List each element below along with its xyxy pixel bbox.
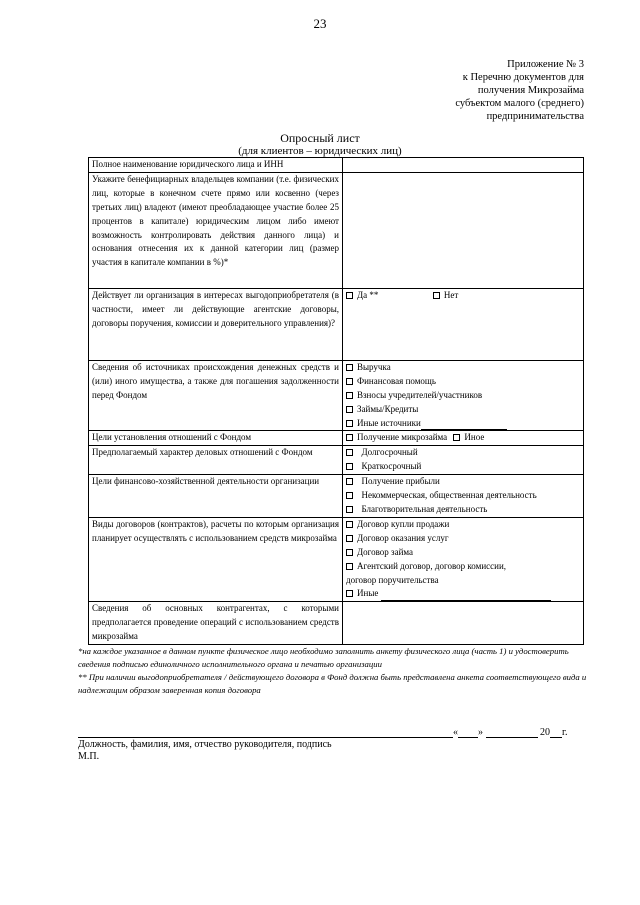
other-contracts-blank[interactable]	[381, 600, 551, 601]
signature-label: Должность, фамилия, имя, отчество руководителя, подпись	[78, 739, 332, 750]
question-counterparties: Сведения об основных контрагентах, с которыми предполагается проведение операций с использованием средств микрозайма	[89, 602, 343, 645]
document-title: Опросный лист	[280, 131, 360, 145]
question-company-name: Полное наименование юридического лица и ИНН	[89, 158, 343, 173]
other-sources-blank[interactable]	[421, 429, 507, 430]
appendix-header	[455, 58, 584, 123]
table-row	[89, 158, 584, 173]
option-no-label: Нет	[443, 289, 459, 300]
year-suffix: г.	[562, 727, 568, 738]
option-label: Иное	[464, 432, 485, 443]
document-subtitle: (для клиентов – юридических лиц)	[238, 145, 402, 157]
footnote-beneficiary-contract: ** При наличии выгодоприобретателя / действующего договора в Фонд должна быть представлена анкета соответствующего вида и надлежащим образом заверенная копия договора	[78, 672, 587, 695]
option-label: Долгосрочный	[361, 447, 418, 458]
footnotes	[78, 645, 588, 697]
date-close-quote: »	[478, 727, 483, 738]
month-blank[interactable]	[486, 737, 538, 738]
question-relationship-purpose: Цели установления отношений с Фондом	[89, 431, 343, 446]
question-beneficiaries: Укажите бенефициарных владельцев компании (т.е. физических лиц, которые в конечном счете прямо или косвенно (через третьих лиц) владеют (имеют преобладающее участие более 25 процентов в капитале) юридическим лицом либо имеют возможность контролировать действия данного лица) и основания отнесения их к данной категории лиц (размер участия в капитале компании в %)*	[89, 172, 343, 288]
option-label: Краткосрочный	[361, 461, 422, 472]
checkbox-founder-contributions[interactable]	[346, 392, 353, 399]
signature-caption	[78, 739, 332, 763]
signature-line	[78, 727, 567, 738]
option-label: договор поручительства	[346, 574, 439, 585]
checkbox-service-contract[interactable]	[346, 535, 353, 542]
answer-beneficiaries[interactable]	[343, 172, 584, 288]
appendix-line: предпринимательства	[486, 111, 584, 122]
table-row	[89, 517, 584, 601]
checkbox-agency-contract[interactable]	[346, 563, 353, 570]
checkbox-revenue[interactable]	[346, 364, 353, 371]
signature-blank[interactable]	[78, 737, 453, 738]
appendix-line: Приложение № 3	[507, 59, 584, 70]
option-label: Агентский договор, договор комиссии,	[357, 560, 507, 571]
option-label: Договор займа	[357, 546, 414, 557]
answer-contract-types	[343, 517, 584, 601]
answer-funds-source	[343, 360, 584, 431]
checkbox-short-term[interactable]	[346, 463, 353, 470]
table-row	[89, 431, 584, 446]
answer-beneficiary-agent	[343, 288, 584, 360]
checkbox-profit[interactable]	[346, 478, 353, 485]
option-label: Иные источники	[357, 417, 421, 428]
checkbox-loans[interactable]	[346, 406, 353, 413]
checkbox-other-purpose[interactable]	[453, 434, 460, 441]
question-beneficiary-agent: Действует ли организация в интересах выгодоприобретателя (в частности, имеет ли действующие агентские договоры, договоры поручения, комиссии и доверительного управления)?	[89, 288, 343, 360]
option-label: Выручка	[357, 361, 391, 372]
table-row	[89, 288, 584, 360]
answer-activity-goals	[343, 475, 584, 518]
table-row	[89, 172, 584, 288]
checkbox-other-sources[interactable]	[346, 420, 353, 427]
year-blank[interactable]	[550, 737, 562, 738]
day-blank[interactable]	[458, 737, 478, 738]
page-number: 23	[313, 16, 327, 31]
checkbox-get-microloan[interactable]	[346, 434, 353, 441]
option-label: Получение прибыли	[361, 476, 440, 487]
questionnaire-table	[88, 157, 584, 645]
date-open-quote: «	[453, 727, 458, 738]
option-label: Иные	[357, 588, 379, 599]
question-funds-source: Сведения об источниках происхождения денежных средств и (или) иного имущества, а также для погашения задолженности перед Фондом	[89, 360, 343, 431]
option-label: Благотворительная деятельность	[361, 503, 488, 514]
answer-relationship-purpose	[343, 431, 584, 446]
year-prefix: 20	[540, 727, 550, 738]
answer-counterparties[interactable]	[343, 602, 584, 645]
appendix-line: получения Микрозайма	[477, 85, 584, 96]
question-activity-goals: Цели финансово-хозяйственной деятельности организации	[89, 475, 343, 518]
checkbox-non-commercial[interactable]	[346, 492, 353, 499]
checkbox-sale-contract[interactable]	[346, 521, 353, 528]
table-row	[89, 360, 584, 431]
answer-company-name[interactable]	[343, 158, 584, 173]
option-label: Некоммерческая, общественная деятельность	[361, 490, 537, 501]
appendix-line: субъектом малого (среднего)	[455, 98, 584, 109]
option-label: Финансовая помощь	[357, 375, 436, 386]
table-row	[89, 446, 584, 475]
checkbox-loan-contract[interactable]	[346, 549, 353, 556]
checkbox-financial-aid[interactable]	[346, 378, 353, 385]
option-label: Займы/Кредиты	[357, 403, 419, 414]
option-label: Договор оказания услуг	[357, 532, 449, 543]
checkbox-no[interactable]	[433, 292, 440, 299]
question-relationship-nature: Предполагаемый характер деловых отношений с Фондом	[89, 446, 343, 475]
option-yes-label: Да **	[357, 289, 379, 300]
appendix-line: к Перечню документов для	[462, 72, 584, 83]
table-row	[89, 602, 584, 645]
option-label: Взносы учредителей/участников	[357, 389, 483, 400]
table-row	[89, 475, 584, 518]
seal-label: М.П.	[78, 751, 100, 762]
checkbox-charity[interactable]	[346, 506, 353, 513]
checkbox-long-term[interactable]	[346, 449, 353, 456]
answer-relationship-nature	[343, 446, 584, 475]
option-label: Получение микрозайма	[357, 432, 448, 443]
question-contract-types: Виды договоров (контрактов), расчеты по которым организация планирует осуществлять с использованием средств микрозайма	[89, 517, 343, 601]
option-label: Договор купли продажи	[357, 518, 450, 529]
checkbox-other-contracts[interactable]	[346, 590, 353, 597]
footnote-beneficiaries: *на каждое указанное в данном пункте физическое лицо необходимо заполнить анкету физического лица (часть 1) и удостоверить сведения подписью единоличного исполнительного органа и печатью организации	[78, 646, 569, 669]
checkbox-yes[interactable]	[346, 292, 353, 299]
